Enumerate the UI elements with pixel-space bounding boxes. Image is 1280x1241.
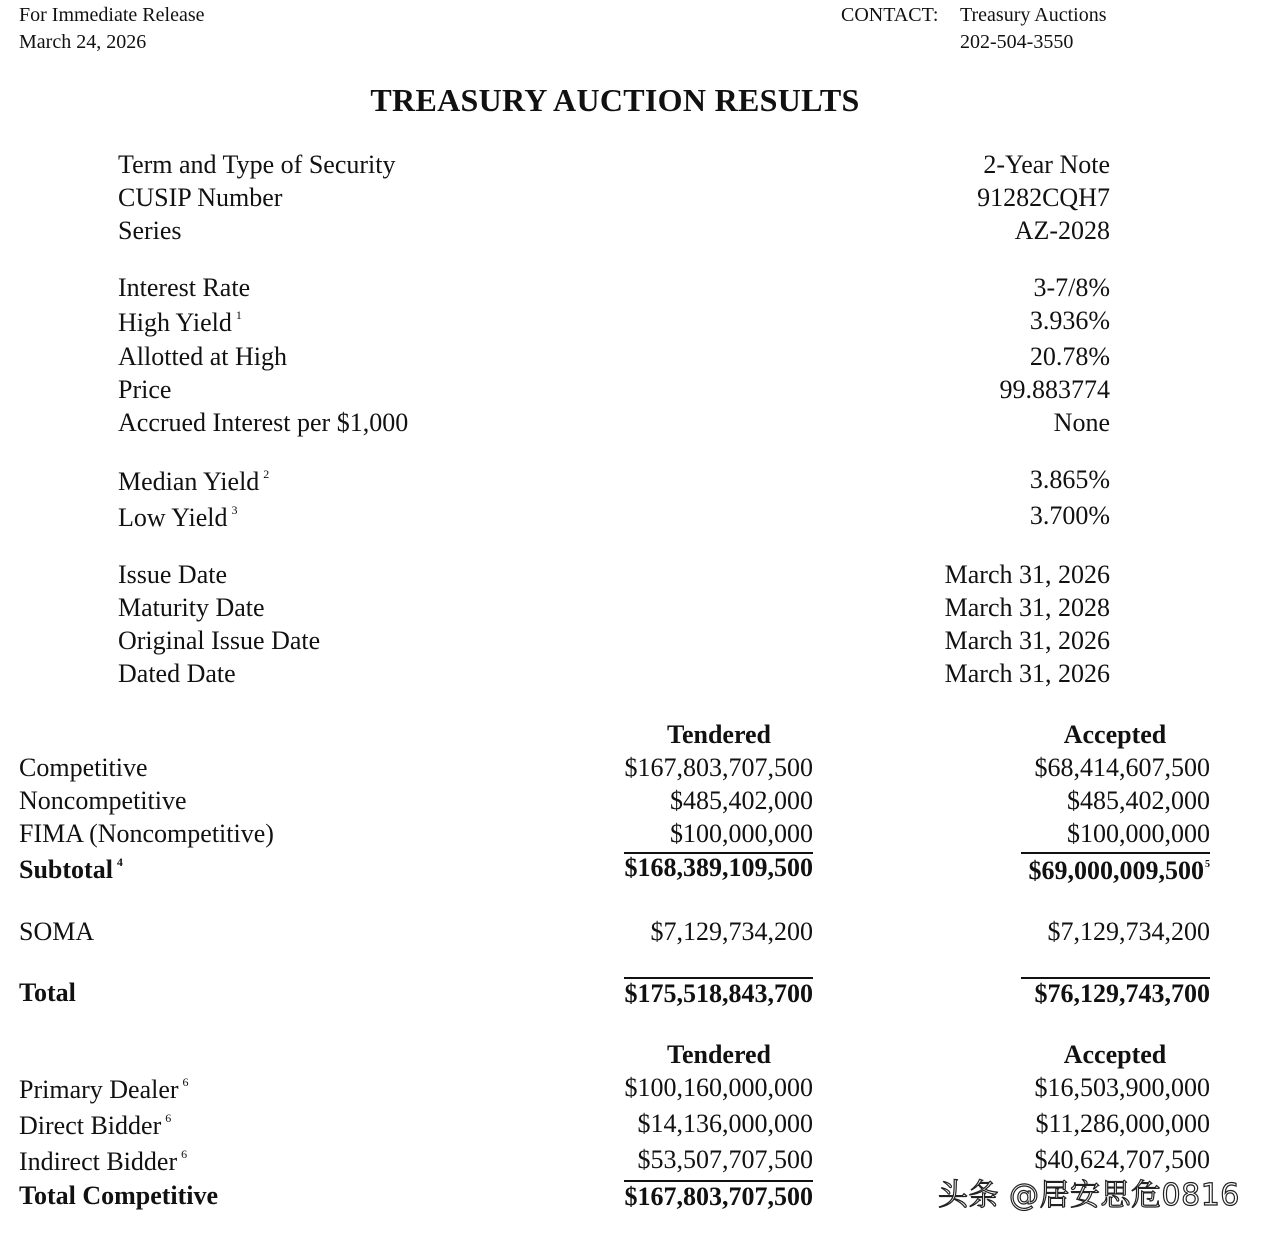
soma-tendered: $7,129,734,200	[650, 917, 813, 946]
fima-label: FIMA (Noncompetitive)	[19, 819, 274, 848]
fima-accepted: $100,000,000	[1067, 819, 1210, 848]
footnote-marker: 6	[181, 1147, 188, 1161]
total-accepted: $76,129,743,700	[1034, 979, 1210, 1008]
issue-date-value: March 31, 2026	[944, 560, 1110, 589]
price-label: Price	[118, 375, 172, 404]
primary-dealer-tendered: $100,160,000,000	[624, 1073, 813, 1102]
footnote-marker: 2	[263, 467, 270, 481]
noncompetitive-label: Noncompetitive	[19, 786, 187, 815]
bidder-tendered-header: Tendered	[666, 1040, 772, 1069]
subtotal-label: Subtotal $^4$	[19, 855, 123, 884]
competitive-tendered: $167,803,707,500	[624, 753, 813, 782]
total-label: Total	[19, 978, 76, 1007]
dated-date-value: March 31, 2026	[944, 659, 1110, 688]
contact-name: Treasury Auctions	[960, 4, 1107, 26]
term-value: 2-Year Note	[983, 150, 1110, 179]
indirect-bidder-label: Indirect Bidder $^6$	[19, 1147, 188, 1176]
total-tendered: $175,518,843,700	[624, 979, 813, 1008]
release-date: March 24, 2026	[19, 31, 147, 53]
primary-dealer-label: Primary Dealer $^6$	[19, 1075, 189, 1104]
issue-date-label: Issue Date	[118, 560, 228, 589]
soma-label: SOMA	[19, 917, 95, 946]
competitive-label: Competitive	[19, 753, 148, 782]
price-value: 99.883774	[999, 375, 1110, 404]
release-notice: For Immediate Release	[19, 4, 205, 26]
footnote-marker: 6	[182, 1075, 189, 1089]
competitive-accepted: $68,414,607,500	[1034, 753, 1210, 782]
footnote-marker: 6	[165, 1111, 172, 1125]
tendered-header: Tendered	[666, 720, 772, 749]
high-yield-value: 3.936%	[1029, 306, 1110, 335]
contact-label: CONTACT:	[841, 4, 939, 26]
footnote-marker: 3	[231, 503, 238, 517]
original-issue-date-label: Original Issue Date	[118, 626, 321, 655]
soma-accepted: $7,129,734,200	[1047, 917, 1210, 946]
subtotal-tendered: $168,389,109,500	[624, 853, 813, 882]
allotted-value: 20.78%	[1029, 342, 1110, 371]
watermark: 头条 @居安思危0816	[938, 1178, 1240, 1213]
high-yield-label: High Yield $^1$	[118, 308, 242, 337]
footnote-marker: 5	[1205, 859, 1210, 870]
indirect-bidder-tendered: $53,507,707,500	[637, 1145, 813, 1174]
cusip-value: 91282CQH7	[977, 183, 1110, 212]
low-yield-value: 3.700%	[1029, 501, 1110, 530]
subtotal-rule-accepted	[1021, 852, 1210, 854]
footnote-marker: 4	[116, 855, 123, 869]
direct-bidder-tendered: $14,136,000,000	[637, 1109, 813, 1138]
original-issue-date-value: March 31, 2026	[944, 626, 1110, 655]
maturity-date-label: Maturity Date	[118, 593, 265, 622]
footnote-marker: 1	[235, 308, 242, 322]
cusip-label: CUSIP Number	[118, 183, 283, 212]
direct-bidder-label: Direct Bidder $^6$	[19, 1111, 172, 1140]
accrued-interest-value: None	[1053, 408, 1110, 437]
noncompetitive-tendered: $485,402,000	[670, 786, 813, 815]
page-title: TREASURY AUCTION RESULTS	[370, 82, 860, 118]
noncompetitive-accepted: $485,402,000	[1067, 786, 1210, 815]
interest-rate-label: Interest Rate	[118, 273, 251, 302]
direct-bidder-accepted: $11,286,000,000	[1035, 1109, 1210, 1138]
subtotal-accepted: $69,000,009,500$^5$	[1028, 856, 1210, 885]
dated-date-label: Dated Date	[118, 659, 236, 688]
bidder-accepted-header: Accepted	[1063, 1040, 1167, 1069]
accepted-header: Accepted	[1063, 720, 1167, 749]
primary-dealer-accepted: $16,503,900,000	[1034, 1073, 1210, 1102]
contact-phone: 202-504-3550	[960, 31, 1074, 53]
indirect-bidder-accepted: $40,624,707,500	[1034, 1145, 1210, 1174]
interest-rate-value: 3-7/8%	[1033, 273, 1110, 302]
series-value: AZ-2028	[1014, 216, 1110, 245]
median-yield-value: 3.865%	[1029, 465, 1110, 494]
series-label: Series	[118, 216, 182, 245]
maturity-date-value: March 31, 2028	[944, 593, 1110, 622]
median-yield-label: Median Yield $^2$	[118, 467, 270, 496]
total-competitive-label: Total Competitive	[19, 1181, 219, 1210]
allotted-label: Allotted at High	[118, 342, 287, 371]
accrued-interest-label: Accrued Interest per $1,000	[118, 408, 409, 437]
low-yield-label: Low Yield $^3$	[118, 503, 238, 532]
total-competitive-tendered: $167,803,707,500	[624, 1182, 813, 1211]
fima-tendered: $100,000,000	[670, 819, 813, 848]
term-label: Term and Type of Security	[118, 150, 396, 179]
